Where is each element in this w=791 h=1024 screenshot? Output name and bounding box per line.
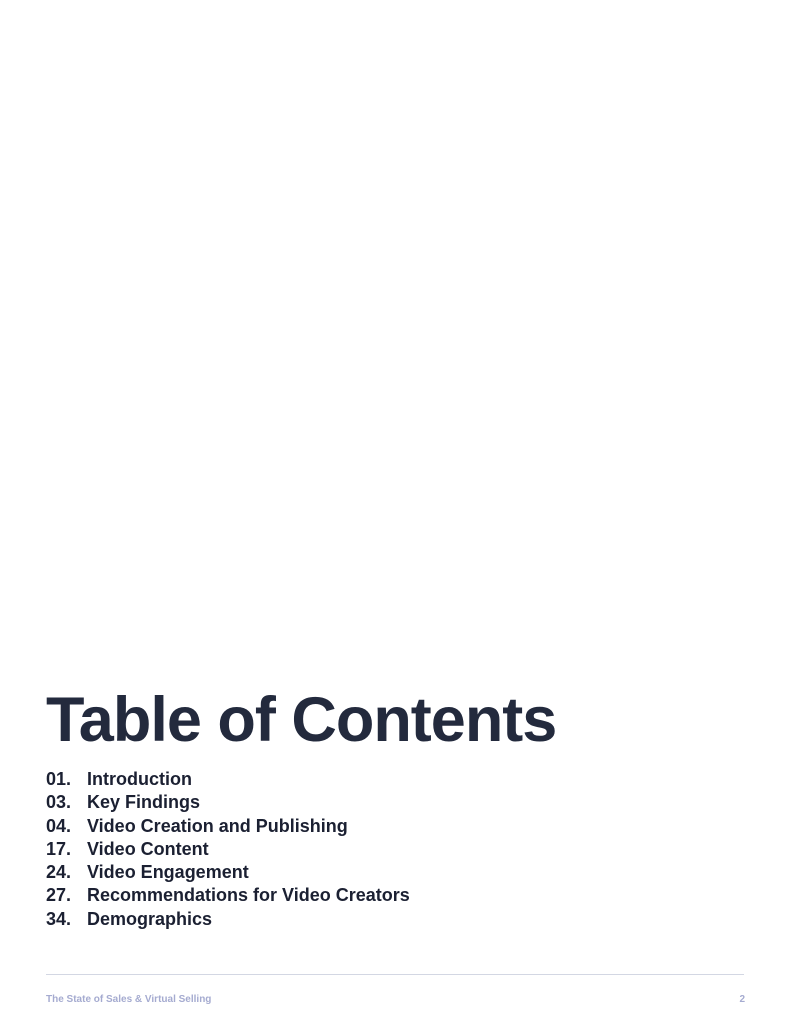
toc-item-label: Key Findings (87, 792, 201, 813)
toc-item-label: Recommendations for Video Creators (87, 885, 410, 906)
footer-page-number: 2 (739, 994, 745, 1005)
toc-list (46, 768, 410, 931)
page-title: Table of Contents (46, 685, 557, 755)
toc-item-key-findings[interactable] (46, 791, 410, 814)
toc-item-number: 17. (46, 838, 72, 859)
toc-item-label: Introduction (87, 769, 192, 789)
toc-item-label: Video Engagement (87, 862, 249, 883)
toc-item-recommendations-for-video-creators[interactable] (46, 884, 410, 907)
toc-item-number: 24. (46, 862, 72, 883)
toc-item-video-content[interactable] (46, 838, 410, 861)
toc-item-introduction[interactable] (46, 768, 410, 791)
toc-item-number: 01. (46, 769, 72, 789)
toc-item-label: Demographics (87, 908, 213, 929)
toc-item-demographics[interactable] (46, 908, 410, 931)
toc-item-label: Video Content (87, 838, 209, 859)
toc-item-number: 27. (46, 885, 72, 906)
footer-document-title: The State of Sales & Virtual Selling (46, 994, 212, 1005)
toc-item-number: 03. (46, 792, 72, 813)
toc-item-video-creation-and-publishing[interactable] (46, 815, 410, 838)
footer-divider (46, 974, 744, 975)
toc-item-number: 04. (46, 815, 72, 836)
toc-item-label: Video Creation and Publishing (87, 815, 348, 836)
toc-item-number: 34. (46, 908, 72, 929)
toc-item-video-engagement[interactable] (46, 861, 410, 884)
